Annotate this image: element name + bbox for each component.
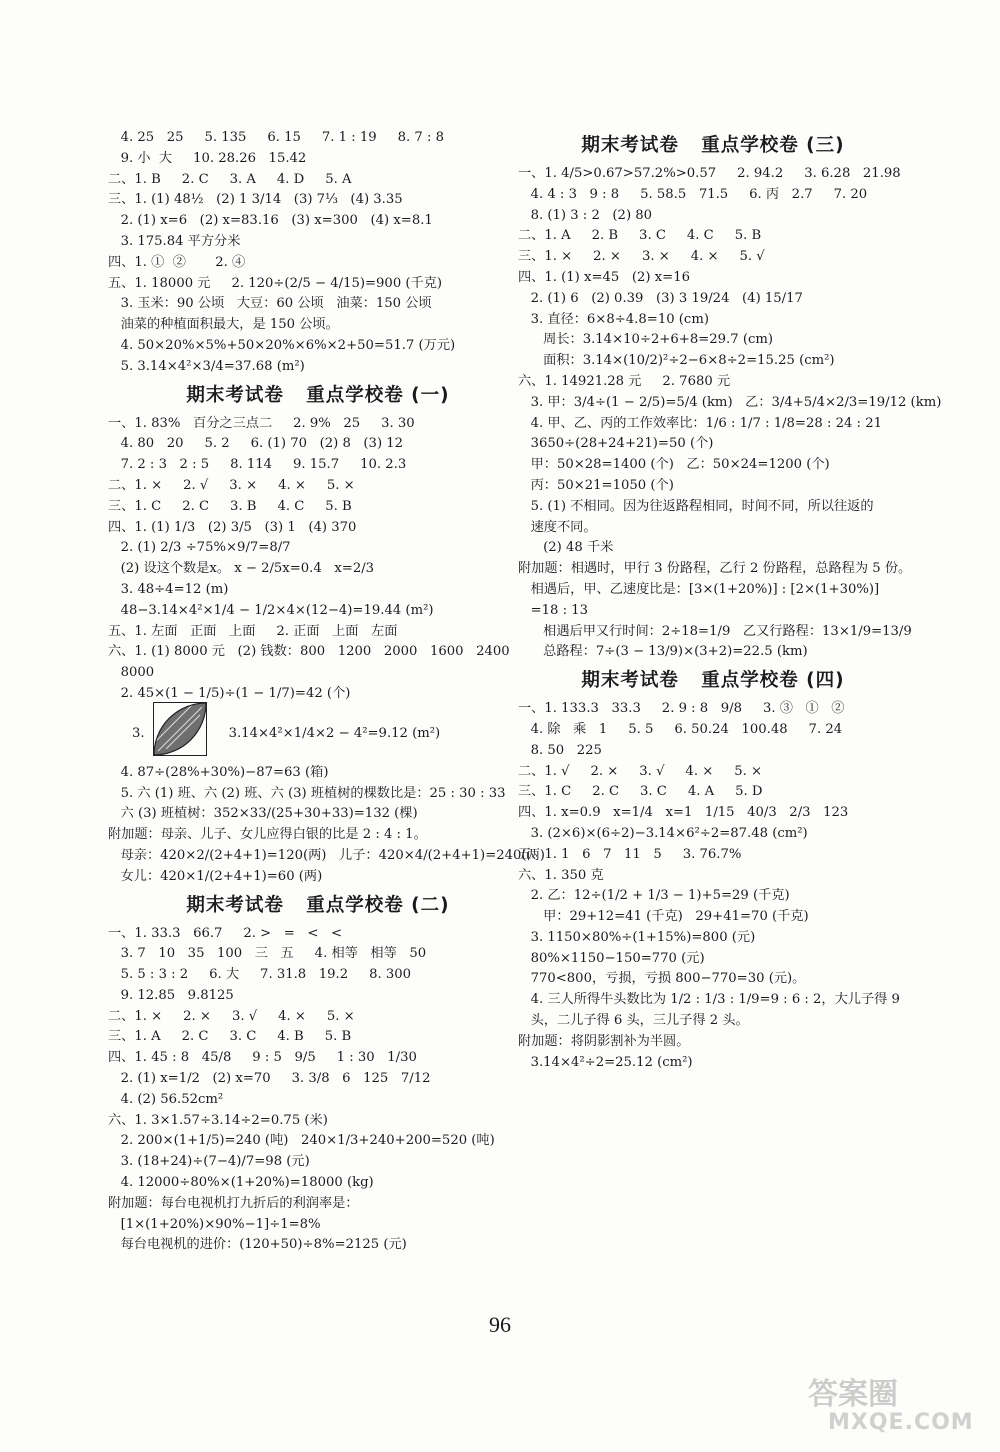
answer-line: 3. (18+24)÷(7−4)/7=98 (元) (108, 1154, 310, 1170)
answer-line: 周长：3.14×10÷2+6+8=29.7 (cm) (518, 332, 774, 348)
answer-line: 母亲：420×2/(2+4+1)=120(两) 儿子：420×4/(2+4+1)=240(两) (108, 847, 545, 863)
answer-line: 2. (1) 6 (2) 0.39 (3) 3 19/24 (4) 15/17 (518, 290, 803, 306)
answer-line: 48−3.14×4²×1/4 − 1/2×4×(12−4)=19.44 (m²) (108, 602, 434, 618)
answer-line: 8. 50 225 (518, 742, 602, 758)
section-heading: 期末考试卷 重点学校卷 (四) (581, 670, 845, 692)
answer-line: 3. 甲：3/4÷(1 − 2/5)=5/4 (km) 乙：3/4+5/4×2/3=19/12 (km) (518, 394, 942, 410)
answer-line-with-figure (108, 705, 508, 763)
answer-line: 3. 175.84 平方分米 (108, 233, 241, 249)
answer-line: 7. 2 : 3 2 : 5 8. 114 9. 15.7 10. 2.3 (108, 457, 407, 473)
answer-line: 六、1. (1) 8000 元 (2) 钱数：800 1200 2000 1600 2400 (108, 644, 510, 660)
answer-line: 五、1. 1 6 7 11 5 3. 76.7% (518, 846, 742, 862)
answer-line: 四、1. (1) x=45 (2) x=16 (518, 269, 691, 285)
answer-line: 4. 87÷(28%+30%)−87=63 (箱) (108, 764, 329, 780)
answer-line: 二、1. √ 2. × 3. √ 4. × 5. × (518, 763, 763, 779)
answer-line: 3. 直径：6×8÷4.8=10 (cm) (518, 311, 709, 327)
figure-item-number: 3. (132, 725, 145, 741)
answer-line: 2. 乙：12÷(1/2 + 1/3 − 1)+5=29 (千克) (518, 888, 790, 904)
answer-line: 4. (2) 56.52cm² (108, 1091, 224, 1107)
watermark-brand-icon (798, 1374, 978, 1414)
answer-line: 二、1. × 2. √ 3. × 4. × 5. × (108, 477, 355, 493)
answer-line: 女儿：420×1/(2+4+1)=60 (两) (108, 868, 323, 884)
answer-line: 速度不同。 (518, 519, 597, 535)
right-answer-column (518, 128, 942, 1073)
answer-line: 六、1. 350 克 (518, 867, 604, 883)
answer-line: 4. 4 : 3 9 : 8 5. 58.5 71.5 6. 丙 2.7 7. 20 (518, 186, 868, 202)
answer-line: 每台电视机的进价：(120+50)÷8%=2125 (元) (108, 1237, 407, 1253)
answer-line: 8. (1) 3 : 2 (2) 80 (518, 207, 653, 223)
answer-line: 4. 三人所得牛头数比为 1/2 : 1/3 : 1/9=9 : 6 : 2，大儿子得 9 (518, 992, 900, 1008)
answer-line: 80%×1150−150=770 (元) (518, 950, 705, 966)
answer-line: 4. 80 20 5. 2 6. (1) 70 (2) 8 (3) 12 (108, 436, 404, 452)
answer-line: =18 : 13 (518, 602, 589, 618)
answer-line: 2. (1) x=6 (2) x=83.16 (3) x=300 (4) x=8.1 (108, 213, 433, 229)
answer-line: 4. 除 乘 1 5. 5 6. 50.24 100.48 7. 24 (518, 721, 843, 737)
answer-line: 五、1. 左面 正面 上面 2. 正面 上面 左面 (108, 623, 398, 639)
page-number: 96 (489, 1312, 511, 1337)
answer-line: 头，二儿子得 6 头，三儿子得 2 头。 (518, 1013, 749, 1029)
answer-line: 总路程：7÷(3 − 13/9)×(3+2)=22.5 (km) (518, 644, 808, 660)
answer-line: 二、1. B 2. C 3. A 4. D 5. A (108, 171, 352, 187)
answer-line: 附加题：相遇时，甲行 3 份路程，乙行 2 份路程，总路程为 5 份。 (518, 561, 912, 577)
answer-line: 3.14×4²÷2=25.12 (cm²) (518, 1054, 693, 1070)
answer-line: 五、1. 18000 元 2. 120÷(2/5 − 4/15)=900 (千克) (108, 275, 443, 291)
answer-line: 甲：50×28=1400 (个) 乙：50×24=1200 (个) (518, 457, 830, 473)
answer-line: 附加题：母亲、儿子、女儿应得白银的比是 2 : 4 : 1。 (108, 827, 427, 843)
answer-line: 三、1. (1) 48½ (2) 1 3/14 (3) 7⅓ (4) 3.35 (108, 192, 403, 208)
answer-line: 2. (1) 2/3 ÷75%×9/7=8/7 (108, 540, 291, 556)
answer-line: (2) 设这个数是x。 x − 2/5x=0.4 x=2/3 (108, 561, 375, 577)
answer-line: 一、1. 4/5>0.67>57.2%>0.57 2. 94.2 3. 6.28 21.98 (518, 166, 901, 181)
answer-line: 5. 3.14×4²×3/4=37.68 (m²) (108, 358, 305, 374)
answer-line: [1×(1+20%)×90%−1]÷1=8% (108, 1216, 321, 1232)
answer-line: 4. 25 25 5. 135 6. 15 7. 1 : 19 8. 7 : 8 (108, 130, 444, 145)
answer-line: 2. (1) x=1/2 (2) x=70 3. 3/8 6 125 7/12 (108, 1071, 431, 1087)
answer-line: 3650÷(28+24+21)=50 (个) (518, 436, 714, 452)
answer-line: 2. 45×(1 − 1/5)÷(1 − 1/7)=42 (个) (108, 685, 351, 701)
answer-line: 三、1. × 2. × 3. × 4. × 5. √ (518, 249, 765, 265)
answer-line: 甲：29+12=41 (千克) 29+41=70 (千克) (518, 909, 809, 925)
section-heading: 期末考试卷 重点学校卷 (一) (186, 384, 450, 406)
answer-line: 二、1. A 2. B 3. C 4. C 5. B (518, 228, 762, 244)
answer-line: 六、1. 3×1.57÷3.14÷2=0.75 (米) (108, 1112, 328, 1128)
answer-line: 三、1. C 2. C 3. B 4. C 5. B (108, 498, 352, 514)
answer-line: 二、1. × 2. × 3. √ 4. × 5. × (108, 1008, 355, 1024)
section-heading: 期末考试卷 重点学校卷 (二) (186, 894, 450, 916)
watermark-logo (798, 1374, 978, 1438)
answer-line: 4. 甲、乙、丙的工作效率比：1/6 : 1/7 : 1/8=28 : 24 : 21 (518, 415, 882, 431)
answer-line: 三、1. C 2. C 3. C 4. A 5. D (518, 784, 763, 800)
answer-line: 5. 六 (1) 班、六 (2) 班、六 (3) 班植树的棵数比是：25 : 30 : 33 (108, 785, 506, 801)
answer-line: (2) 48 千米 (518, 540, 614, 556)
answer-line: 770<800，亏损，亏损 800−770=30 (元)。 (518, 971, 806, 987)
answer-line: 3. 7 10 35 100 三 五 4. 相等 相等 50 (108, 946, 427, 962)
answer-line: 3. 48÷4=12 (m) (108, 581, 229, 597)
answer-line: 相遇后甲又行时间：2÷18=1/9 乙又行路程：13×1/9=13/9 (518, 623, 912, 639)
answer-line: 5. (1) 不相同。因为往返路程相同，时间不同，所以往返的 (518, 498, 874, 514)
answer-line: 8000 (108, 665, 155, 681)
answer-line: 9. 12.85 9.8125 (108, 987, 234, 1003)
answer-line: 4. 12000÷80%×(1+20%)=18000 (kg) (108, 1175, 374, 1191)
answer-line: 一、1. 83% 百分之三点二 2. 9% 25 3. 30 (108, 415, 415, 431)
answer-line: 9. 小 大 10. 28.26 15.42 (108, 150, 307, 166)
answer-line: 四、1. ① ② 2. ④ (108, 254, 246, 270)
answer-line: 2. 200×(1+1/5)=240 (吨) 240×1/3+240+200=520 (吨) (108, 1133, 495, 1149)
answer-line: 四、1. x=0.9 x=1/4 x=1 1/15 40/3 2/3 123 (518, 805, 849, 821)
answer-line: 丙：50×21=1050 (个) (518, 477, 674, 493)
answer-line: 3. 1150×80%÷(1+15%)=800 (元) (518, 929, 756, 945)
answer-line: 四、1. 45 : 8 45/8 9 : 5 9/5 1 : 30 1/30 (108, 1050, 417, 1066)
answer-line: 4. 50×20%×5%+50×20%×6%×2+50=51.7 (万元) (108, 337, 456, 353)
answer-line: 3. (2×6)×(6÷2)−3.14×6²÷2=87.48 (cm²) (518, 825, 808, 841)
answer-line: 六 (3) 班植树：352×33/(25+30+33)=132 (棵) (108, 806, 418, 822)
watermark-brand-text: 答案圈 (808, 1377, 898, 1412)
answer-line: 附加题：每台电视机打九折后的利润率是： (108, 1195, 359, 1211)
answer-line: 油菜的种植面积最大，是 150 公顷。 (108, 317, 339, 333)
answer-line: 一、1. 133.3 33.3 2. 9 : 8 9/8 3. ③ ① ② (518, 701, 845, 717)
shaded-leaf-square-figure (153, 702, 207, 756)
answer-line: 附加题：将阴影割补为半圆。 (518, 1033, 690, 1049)
answer-line: 四、1. (1) 1/3 (2) 3/5 (3) 1 (4) 370 (108, 519, 357, 535)
section-heading: 期末考试卷 重点学校卷 (三) (581, 135, 845, 156)
watermark-site: MXQE.COM (828, 1410, 974, 1435)
answer-line: 相遇后，甲、乙速度比是：[3×(1+20%)] : [2×(1+30%)] (518, 581, 880, 597)
answer-line: 5. 5 : 3 : 2 6. 大 7. 31.8 19.2 8. 300 (108, 967, 412, 983)
answer-line: 三、1. A 2. C 3. C 4. B 5. B (108, 1029, 352, 1045)
answer-line: 一、1. 33.3 66.7 2. > = < < (108, 925, 343, 941)
answer-line: 面积：3.14×(10/2)²÷2−6×8÷2=15.25 (cm²) (518, 353, 835, 369)
figure-answer-text: 3.14×4²×1/4×2 − 4²=9.12 (m²) (228, 725, 441, 741)
answer-line: 六、1. 14921.28 元 2. 7680 元 (518, 373, 731, 389)
answer-line: 3. 玉米：90 公顷 大豆：60 公顷 油菜：150 公顷 (108, 296, 432, 312)
left-answer-column (108, 128, 545, 1256)
